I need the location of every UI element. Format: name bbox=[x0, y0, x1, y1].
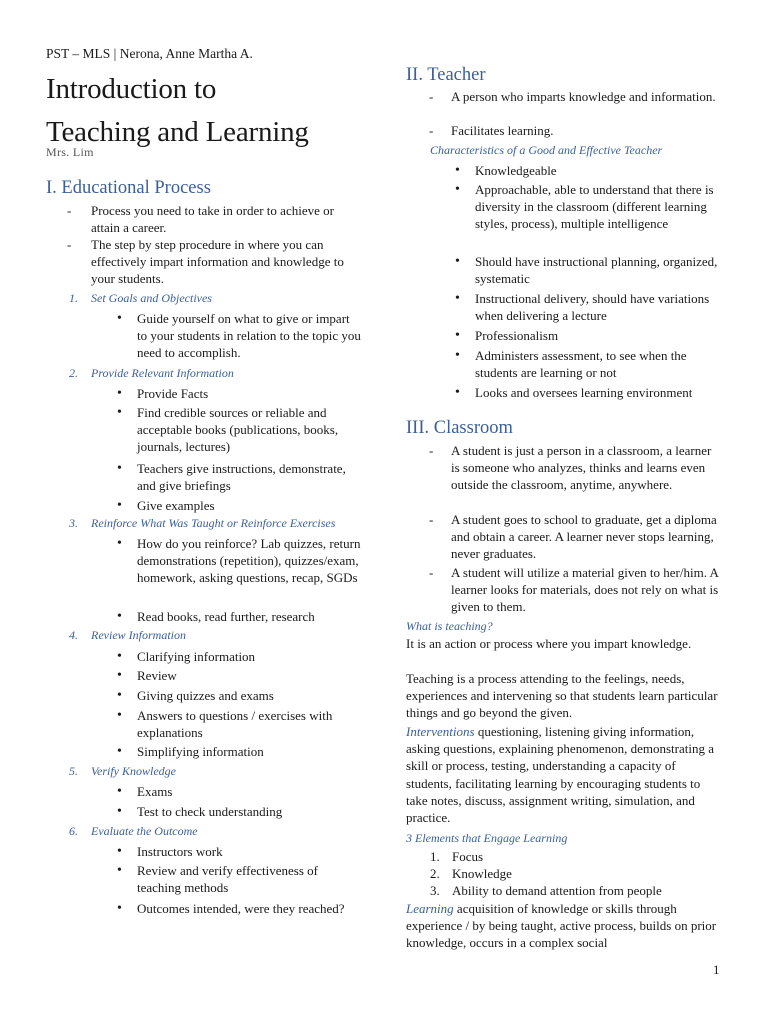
list-item: Facilitates learning. bbox=[451, 123, 554, 138]
subheading-characteristics: Characteristics of a Good and Effective Teacher bbox=[430, 143, 663, 157]
term-label: Learning bbox=[406, 901, 454, 916]
bullet-item: • Guide yourself on what to give or impart to your students in relation to the topic you need to accomplish. bbox=[137, 310, 362, 362]
bullet-item: • Outcomes intended, were they reached? bbox=[137, 900, 362, 917]
paragraph bbox=[406, 723, 718, 826]
bullet-item: • Approachable, able to understand that there is diversity in the classroom (different learning styles, process), multiple intelligence bbox=[475, 181, 725, 233]
bullet-item: • Administers assessment, to see when the students are learning or not bbox=[475, 347, 725, 381]
bullet-item: • Giving quizzes and exams bbox=[137, 687, 362, 704]
dash-marker: - bbox=[429, 512, 434, 527]
bullet-item: • Professionalism bbox=[475, 327, 725, 344]
dash-marker: - bbox=[429, 565, 434, 580]
number-marker: 1. bbox=[430, 849, 440, 864]
section-heading-teacher: II. Teacher bbox=[406, 65, 486, 85]
dash-marker: - bbox=[429, 443, 434, 458]
list-item: A person who imparts knowledge and information. bbox=[451, 89, 716, 104]
paragraph: It is an action or process where you impart knowledge. bbox=[406, 636, 692, 651]
list-item: Knowledge bbox=[452, 866, 512, 881]
step-number: 2. bbox=[69, 366, 78, 380]
dash-marker: - bbox=[67, 203, 72, 218]
dash-marker: - bbox=[429, 89, 434, 104]
bullet-item: • Clarifying information bbox=[137, 648, 362, 665]
paragraph: Teaching is a process attending to the feelings, needs, experiences and intervening so that students learn particular things and go beyond the given. bbox=[406, 671, 718, 721]
title-line-2: Teaching and Learning bbox=[46, 116, 309, 148]
step-title: Review Information bbox=[91, 628, 186, 642]
meta-line: PST – MLS | Nerona, Anne Martha A. bbox=[46, 46, 253, 61]
paragraph bbox=[406, 900, 718, 952]
step-title: Evaluate the Outcome bbox=[91, 824, 198, 838]
subheading-elements: 3 Elements that Engage Learning bbox=[406, 831, 568, 845]
bullet-item: • Exams bbox=[137, 783, 362, 800]
list-item: Process you need to take in order to achieve or attain a career. bbox=[91, 203, 334, 236]
bullet-item: • Instructors work bbox=[137, 843, 362, 860]
dash-marker: - bbox=[67, 237, 72, 252]
list-item: A student is just a person in a classroom, a learner is someone who analyzes, thinks and learns even outside the classroom, anytime, anywhere. bbox=[451, 443, 712, 493]
step-number: 5. bbox=[69, 764, 78, 778]
step-number: 1. bbox=[69, 291, 78, 305]
list-item: A student goes to school to graduate, get a diploma and obtain a career. A learner never stops learning, never graduates. bbox=[451, 512, 717, 562]
bullet-item: • Review bbox=[137, 667, 362, 684]
section-heading-educational-process: I. Educational Process bbox=[46, 178, 211, 198]
bullet-item: • Test to check understanding bbox=[137, 803, 362, 820]
page-number: 1 bbox=[713, 962, 720, 977]
number-marker: 3. bbox=[430, 883, 440, 898]
number-marker: 2. bbox=[430, 866, 440, 881]
title-line-1: Introduction to bbox=[46, 73, 217, 105]
step-title: Verify Knowledge bbox=[91, 764, 176, 778]
step-number: 3. bbox=[69, 516, 78, 530]
bullet-item: • Find credible sources or reliable and acceptable books (publications, books, journals, lectures) bbox=[137, 404, 365, 456]
step-number: 4. bbox=[69, 628, 78, 642]
dash-marker: - bbox=[429, 123, 434, 138]
term-definition: acquisition of knowledge or skills through experience / by being taught, active process, builds on prior knowledge, occurs in a complex social bbox=[406, 901, 717, 951]
list-item: Focus bbox=[452, 849, 484, 864]
instructor-name: Mrs. Lim bbox=[46, 145, 94, 159]
subheading-what-is-teaching: What is teaching? bbox=[406, 619, 493, 633]
list-item: A student will utilize a material given to her/him. A learner looks for materials, does not rely on what is given to them. bbox=[451, 565, 719, 615]
bullet-item: • Teachers give instructions, demonstrate, and give briefings bbox=[137, 460, 362, 494]
step-title: Set Goals and Objectives bbox=[91, 291, 212, 305]
list-item: Ability to demand attention from people bbox=[452, 883, 662, 898]
bullet-item: • Looks and oversees learning environment bbox=[475, 384, 735, 401]
section-heading-classroom: III. Classroom bbox=[406, 418, 513, 438]
bullet-item: • Read books, read further, research bbox=[137, 608, 362, 625]
bullet-item: • Review and verify effectiveness of teaching methods bbox=[137, 862, 362, 896]
step-title: Provide Relevant Information bbox=[91, 366, 234, 380]
bullet-item: • Give examples bbox=[137, 497, 362, 514]
bullet-item: • Instructional delivery, should have variations when delivering a lecture bbox=[475, 290, 725, 324]
term-definition: questioning, listening giving information, asking questions, explaining phenomenon, demonstrating a skill or process, testing, understanding a capacity of students, facilitating learning by encouraging students to take notes, discuss, assignment writing, simulation, and practice. bbox=[406, 724, 714, 826]
bullet-item: • Answers to questions / exercises with explanations bbox=[137, 707, 362, 741]
page-title bbox=[46, 68, 309, 154]
bullet-item: • How do you reinforce? Lab quizzes, return demonstrations (repetition), quizzes/exam, homework, asking questions, recap, SGDs bbox=[137, 535, 362, 587]
step-title: Reinforce What Was Taught or Reinforce Exercises bbox=[91, 516, 336, 530]
bullet-item: • Provide Facts bbox=[137, 385, 362, 402]
bullet-item: • Simplifying information bbox=[137, 743, 362, 760]
step-number: 6. bbox=[69, 824, 78, 838]
term-label: Interventions bbox=[406, 724, 475, 739]
list-item: The step by step procedure in where you can effectively impart information and knowledge to your students. bbox=[91, 237, 344, 287]
bullet-item: • Should have instructional planning, organized, systematic bbox=[475, 253, 725, 287]
bullet-item: • Knowledgeable bbox=[475, 162, 725, 179]
